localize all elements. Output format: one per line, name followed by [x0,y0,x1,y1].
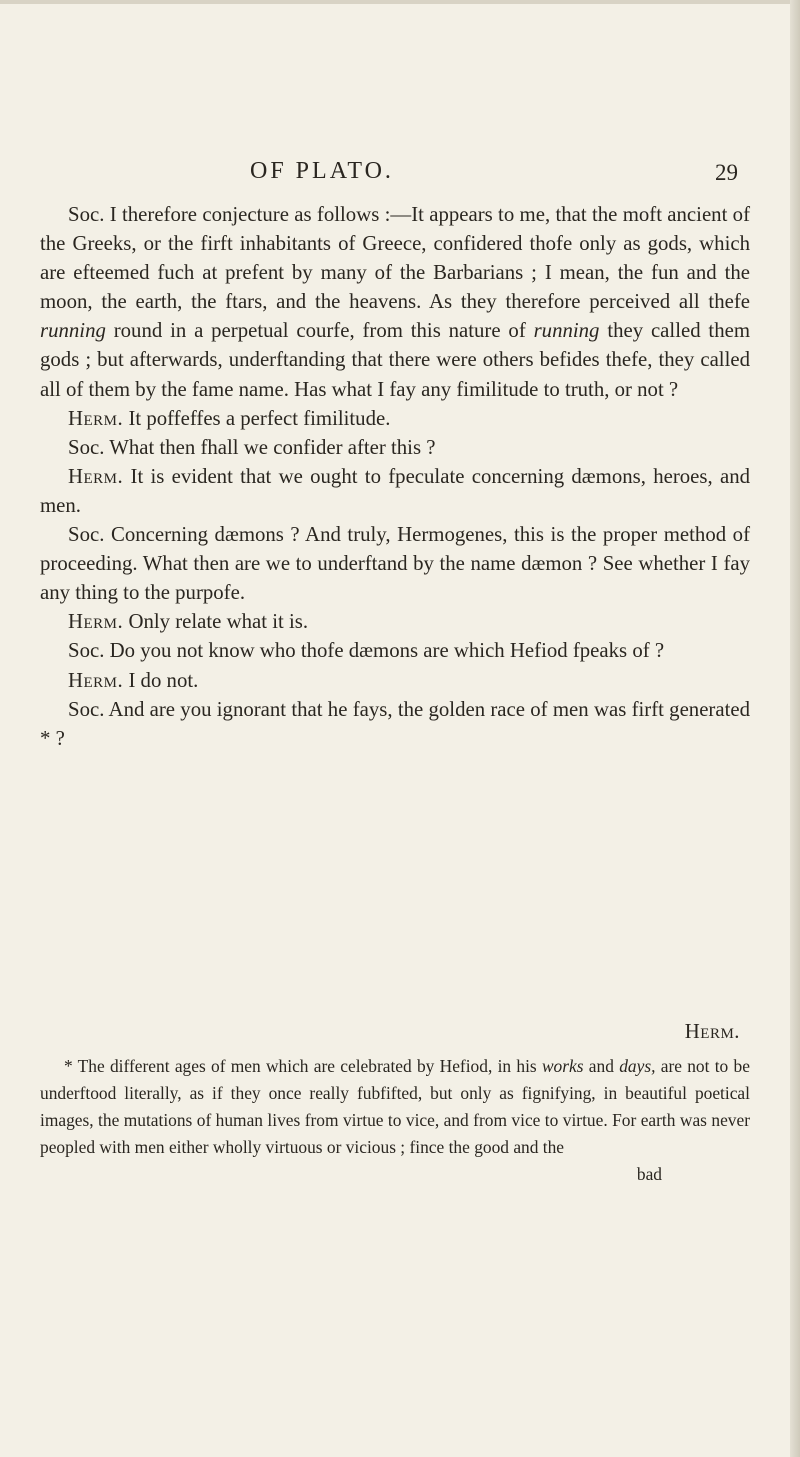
speaker-label: Soc. [68,697,105,721]
paragraph-soc-1 [40,200,750,404]
italic-word: days, [619,1056,656,1076]
paragraph-text: Do you not know who thofe dæmons are which Hefiod fpeaks of ? [109,639,665,663]
footnote-catchword: bad [636,1164,662,1184]
page-number: 29 [715,160,738,185]
paragraph-herm-2 [40,462,750,520]
running-head [40,158,748,194]
speaker-label: Soc. [68,523,105,547]
page-right-edge [790,0,800,1457]
running-title: OF PLATO. [250,158,394,184]
italic-word: works [541,1056,584,1076]
paragraph-text: What then fhall we confider after this ? [109,435,436,459]
italic-word: running [533,319,600,343]
paragraph-text: I therefore conjecture as follows :—It appears to me, that the moft ancient of the Greeks, or the firft inhabitants of Greece, confidered thofe only as gods, which are efteemed fuch at prefent by many of the Barbarians ; I mean, the fun and the moon, the earth, the ftars, and the heavens. As they therefore perceived all thefe [40,203,750,314]
footnote-start: The different ages of men which are celebrated by Hefiod, in his [77,1056,537,1076]
footnote-rest: are not to be underftood literally, as if they once really fubfifted, but only as fignifying, in beautiful poetical images, the mutations of human lives from virtue to vice, and from vice to virtue. For earth was never peopled with men either wholly virtuous or vicious ; fince the good and the [40,1056,750,1157]
paragraph-soc-2 [40,433,750,462]
speaker-label: Soc. [68,435,105,459]
paragraph-text: round in a perpetual courfe, from this nature of [113,319,526,343]
paragraph-text: It is evident that we ought to fpeculate concerning dæmons, heroes, and men. [40,464,750,517]
italic-word: running [40,319,106,343]
speaker-label: Herm. [68,610,124,634]
footnote [40,1053,750,1188]
speaker-label: Soc. [68,639,105,663]
footnote-marker: * [64,1056,73,1076]
paragraph-text: I do not. [128,668,199,692]
footnote-and: and [588,1056,614,1076]
paragraph-text: Concerning dæmons ? And truly, Hermogenes, this is the proper method of proceeding. What then are we to underftand by the name dæmon ? See whether I fay any thing to the purpofe. [40,523,750,605]
paragraph-text: Only relate what it is. [128,610,309,634]
paragraph-herm-3 [40,607,750,636]
paragraph-text: they called them gods ; but afterwards, underftanding that there were others befides thefe, they called all of them by the fame name. Has what I fay any fimilitude to truth, or not ? [40,319,751,401]
body-text [40,200,750,753]
paragraph-text: It poffeffes a perfect fimilitude. [128,406,391,430]
speaker-label: Herm. [68,406,124,430]
speaker-label: Herm. [68,464,124,488]
page-top-edge [0,0,800,4]
paragraph-herm-1 [40,404,750,433]
speaker-label: Soc. [68,203,105,226]
paragraph-soc-5 [40,695,750,753]
paragraph-herm-4 [40,666,750,695]
paragraph-soc-3 [40,520,750,607]
speaker-label: Herm. [68,668,124,692]
paragraph-soc-4 [40,636,750,665]
footnote-text [40,1053,750,1161]
paragraph-text: And are you ignorant that he fays, the golden race of men was firft generated * ? [40,697,750,750]
catchword: Herm. [684,1020,740,1043]
